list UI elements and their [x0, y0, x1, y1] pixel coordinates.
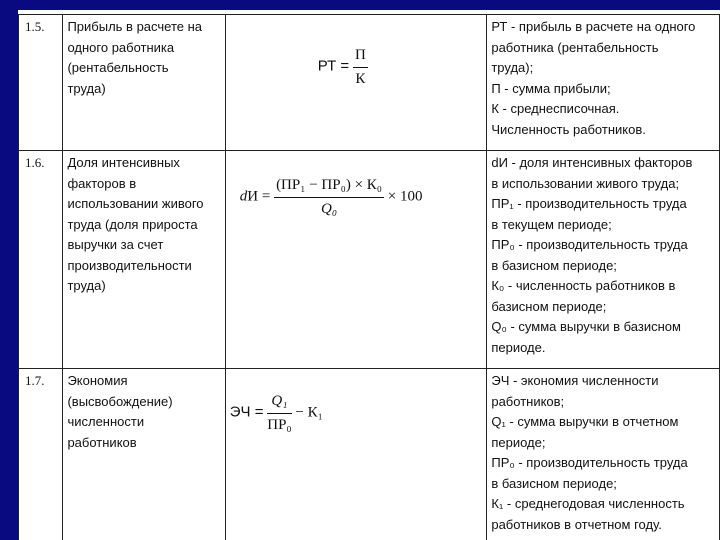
- formula: [240, 175, 423, 219]
- indicator-description: [487, 369, 720, 540]
- name-line: производительности: [67, 257, 192, 273]
- desc-line: в текущем периоде;: [491, 216, 612, 232]
- desc-line: dИ - доля интенсивных факторов: [491, 155, 693, 170]
- desc-line: в базисном периоде;: [491, 257, 617, 273]
- desc-line: К₀ - численность работников в: [491, 278, 676, 293]
- indicators-table: [18, 14, 720, 540]
- name-line: Экономия: [67, 373, 128, 388]
- name-line: использовании живого: [67, 196, 204, 211]
- formula-cell: [225, 369, 487, 540]
- name-line: выручки за счет: [67, 237, 164, 252]
- indicator-name: [63, 369, 225, 540]
- desc-line: К - среднесписочная.: [491, 101, 620, 116]
- formula-lhs: РТ =: [317, 57, 350, 75]
- desc-line: в базисном периоде;: [491, 475, 617, 491]
- desc-line: работников в отчетном году.: [491, 516, 662, 532]
- row-number: 1.6.: [19, 151, 63, 369]
- row-number: 1.5.: [19, 15, 63, 151]
- name-line: Доля интенсивных: [67, 155, 180, 170]
- desc-line: ЭЧ - экономия численности: [491, 373, 659, 388]
- name-line: труда (доля прироста: [67, 216, 198, 232]
- formula-cell: [225, 15, 487, 151]
- formula: [318, 45, 368, 89]
- desc-line: работников;: [491, 393, 565, 409]
- indicator-name: [63, 15, 225, 151]
- desc-line: Q₀ - сумма выручки в базисном: [491, 319, 681, 334]
- formula-lhs: ЭЧ =: [229, 403, 264, 421]
- name-line: численности: [67, 414, 145, 429]
- name-line: работников: [67, 434, 137, 450]
- name-line: Прибыль в расчете на: [67, 19, 203, 34]
- desc-line: Q₁ - сумма выручки в отчетном: [491, 414, 679, 429]
- formula-tail: × 100: [387, 188, 423, 205]
- formula-numerator: (ПР₁ − ПР₀) × К₀: [274, 175, 384, 198]
- indicator-description: [487, 15, 720, 151]
- row-number: 1.7.: [19, 369, 63, 540]
- desc-line: П - сумма прибыли;: [491, 80, 611, 96]
- formula-numerator: Q₁: [267, 391, 291, 414]
- desc-line: периоде.: [491, 339, 546, 355]
- formula-fraction: [353, 45, 368, 89]
- formula-fraction: [274, 175, 384, 219]
- document-sheet: [18, 10, 720, 540]
- desc-line: ПР₁ - производительность труда: [491, 196, 687, 211]
- indicator-description: [487, 151, 720, 369]
- formula-fraction: [267, 391, 291, 435]
- formula-denominator: ПР₀: [267, 416, 292, 433]
- formula-cell: [225, 151, 487, 369]
- name-line: труда): [67, 80, 106, 96]
- indicator-name: [63, 151, 225, 369]
- name-line: факторов в: [67, 175, 137, 191]
- table-row: [19, 369, 720, 540]
- formula-lhs: И =: [247, 188, 271, 205]
- formula-denominator: К: [355, 70, 366, 87]
- desc-line: в использовании живого труда;: [491, 175, 680, 191]
- name-line: (высвобождение): [67, 393, 173, 409]
- desc-line: труда);: [491, 60, 534, 75]
- name-line: труда): [67, 278, 106, 293]
- name-line: одного работника: [67, 39, 175, 55]
- desc-line: Численность работников.: [491, 121, 646, 137]
- formula: [230, 391, 323, 435]
- desc-line: РТ - прибыль в расчете на одного: [491, 19, 696, 34]
- desc-line: ПР₀ - производительность труда: [491, 237, 688, 252]
- table-row: [19, 151, 720, 369]
- formula-tail: − К₁: [295, 404, 323, 421]
- name-line: (рентабельность: [67, 60, 169, 75]
- desc-line: работника (рентабельность: [491, 39, 659, 55]
- table-row: [19, 15, 720, 151]
- desc-line: К₁ - среднегодовая численность: [491, 496, 685, 511]
- desc-line: ПР₀ - производительность труда: [491, 455, 688, 470]
- desc-line: периоде;: [491, 434, 546, 450]
- formula-denominator: Q₀: [321, 200, 338, 217]
- formula-lhs-italic: d: [239, 188, 248, 205]
- desc-line: базисном периоде;: [491, 298, 607, 314]
- formula-numerator: П: [353, 45, 368, 68]
